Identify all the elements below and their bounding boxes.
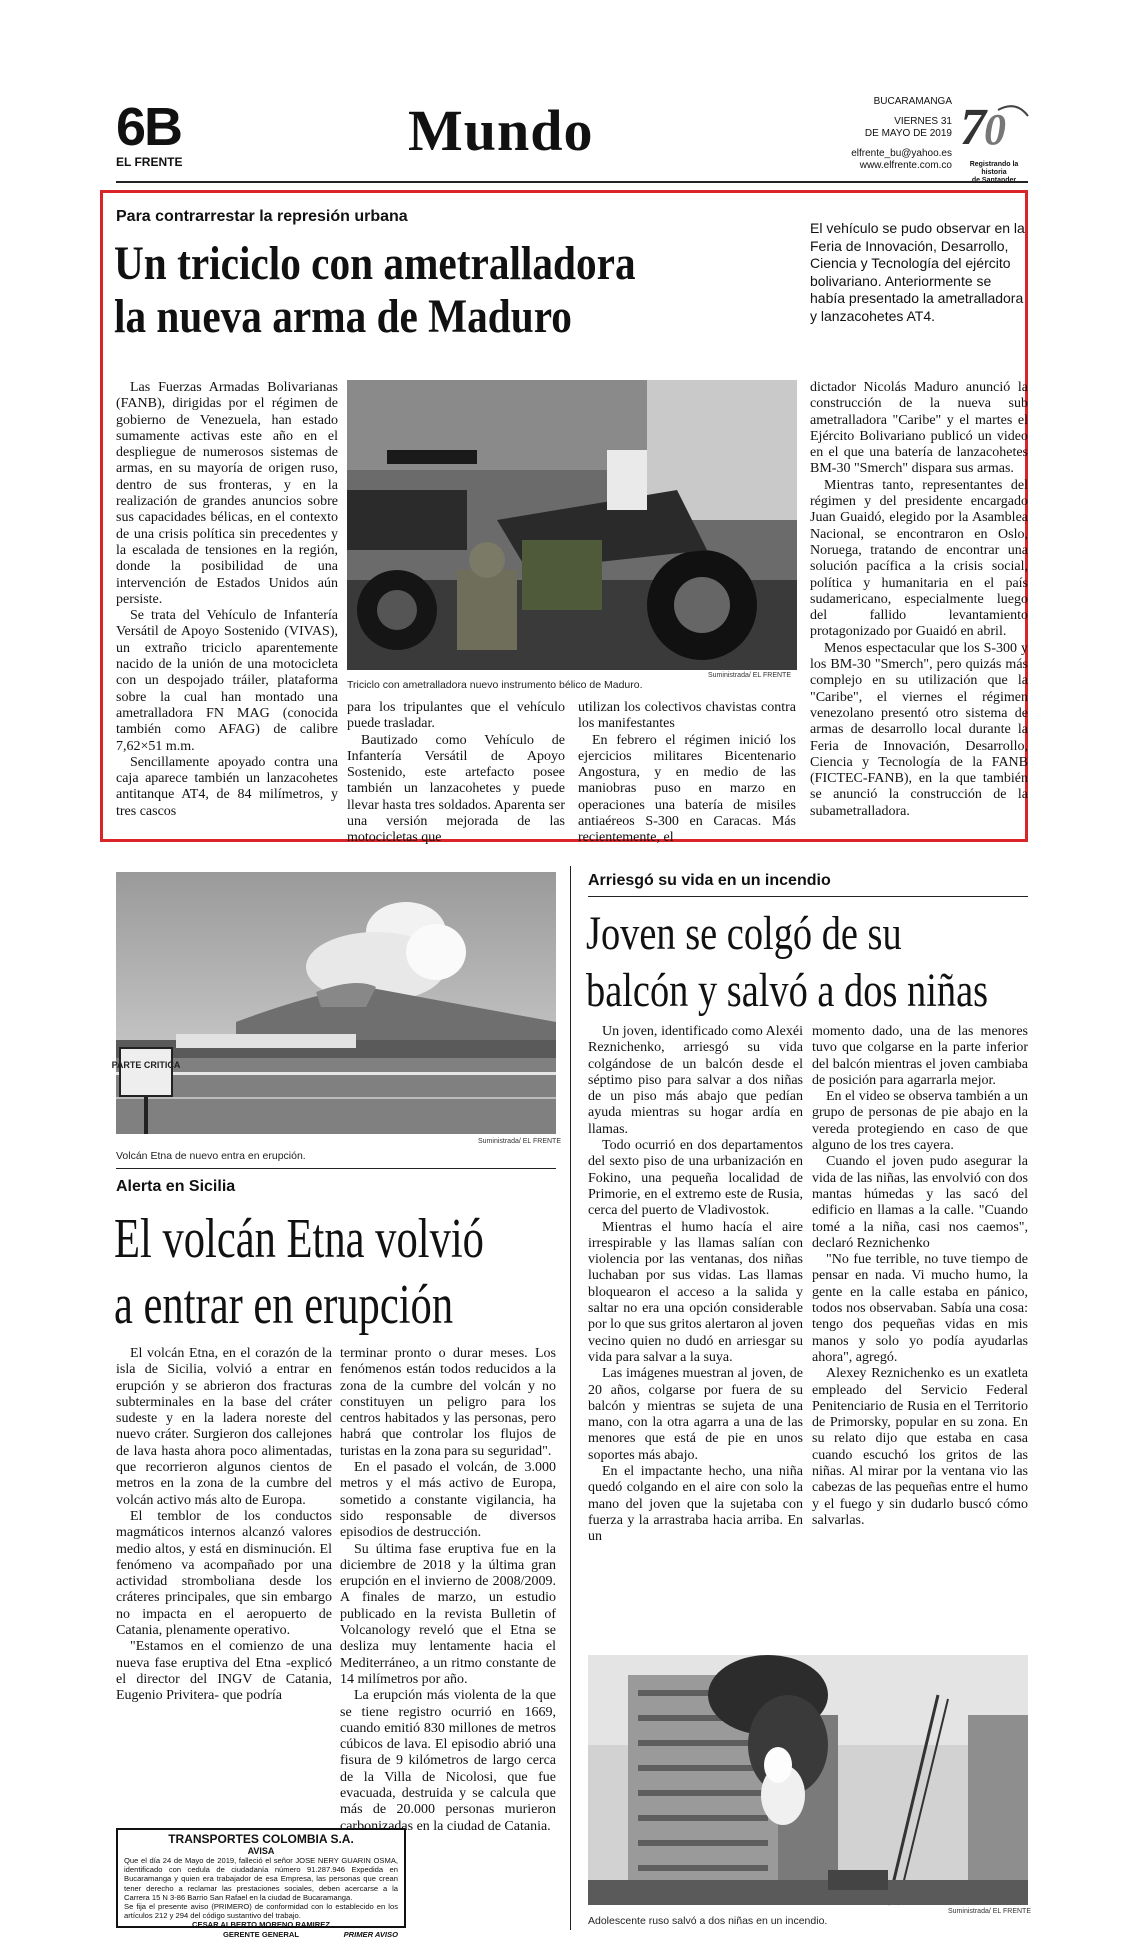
seventy-years-logo-icon xyxy=(958,96,1030,156)
paragraph: En febrero el régimen inició los ejercicios militares Bicentenario Angostura, y en medio de las maniobras puso en marzo en operaciones una batería de misiles antiaéreos S-300 en Caracas. Más recientemente, el xyxy=(578,732,796,846)
paragraph: Las imágenes muestran al joven, de 20 años, colgarse por fuera de su balcón y mientras se sujeta de una mano, con la otra agarra a una de las menores que está de pie en unos soportes más abajo. xyxy=(588,1366,803,1463)
notice-subtitle: AVISA xyxy=(247,1846,275,1856)
story3-column-1 xyxy=(588,1024,803,1546)
legal-notice xyxy=(116,1828,406,1939)
photo-caption: Triciclo con ametralladora nuevo instrumento bélico de Maduro. xyxy=(347,679,643,691)
paragraph: En el pasado el volcán, de 3.000 metros y el más activo de Europa, sometido a constante vigilancia, ha sido responsable de diversos episodios de destrucción. xyxy=(340,1460,556,1541)
logo-tagline: Registrando la historia xyxy=(969,161,1019,176)
section-rule xyxy=(588,896,1028,897)
paragraph: Alexey Reznichenko es un exatleta empleado del Servicio Federal Penitenciario de Rusia en el Territorio de Primorsky, popular en su zona. En su relato dijo que estaba en casa cuando escuchó los gritos de las niñas. Al mirar por la ventana vio las cabezas de las pequeñas entre el humo y el fuego y sin dudarlo buscó cómo salvarlas. xyxy=(812,1366,1028,1528)
paragraph: En el impactante hecho, una niña quedó colgando en el aire con solo la mano del joven que la sujetaba con fuerza y la arrastraba hacia arriba. En un xyxy=(588,1464,803,1545)
paragraph: utilizan los colectivos chavistas contra los manifestantes xyxy=(578,700,796,732)
paragraph: Las Fuerzas Armadas Bolivarianas (FANB), dirigidas por el régimen de gobierno de Venezuela, han estado sumamente activas este año en el despliegue de numerosos sistemas de armas, en su mayoría de origen ruso, dentro de sus fronteras, y en la realización de grandes anuncios sobre sus capacidades bélicas, en el contexto de una crisis política sin precedentes y la escalada de tensiones en la región, donde la posibilidad de una intervención de Estados Unidos aún persiste. xyxy=(116,380,338,607)
paragraph: El temblor de los conductos magmáticos internos alcanzó valores medio altos, y está en disminución. El fenómeno va acompañado por una actividad stromboliana desde los cráteres principales, que sin embargo no impacta en el aeropuerto de Catania, plenamente operativo. xyxy=(116,1508,332,1639)
section-title: Mundo xyxy=(408,98,594,163)
notice-signer: CESAR ALBERTO MORENO RAMIREZ xyxy=(192,1920,330,1930)
photo-caption: Volcán Etna de nuevo entra en erupción. xyxy=(116,1150,306,1162)
paragraph: "Estamos en el comienzo de una nueva fase eruptiva del Etna -explicó el director del INGV de Catania, Eugenio Privitera- que podría xyxy=(116,1639,332,1704)
photo-caption: Adolescente ruso salvó a dos niñas en un incendio. xyxy=(588,1915,828,1927)
paragraph: terminar pronto o durar meses. Los fenómenos están todos reducidos a la zona de la cumbre del volcán y no constituyen un peligro para los centros habitados y las personas, pero habrá que controlar los flujos de turistas en la zona para su seguridad". xyxy=(340,1346,556,1459)
photo-credit: Suministrada/ EL FRENTE xyxy=(948,1908,1031,1915)
paragraph: para los tripulantes que el vehículo puede trasladar. xyxy=(347,700,565,732)
story1-column-2 xyxy=(347,700,565,847)
story2-column-1 xyxy=(116,1346,332,1705)
story1-photo xyxy=(347,380,797,670)
photo-credit: Suministrada/ EL FRENTE xyxy=(708,672,791,679)
notice-signer-title: GERENTE GENERAL xyxy=(223,1929,299,1939)
story2-photo xyxy=(111,872,556,1134)
page-number: 6B xyxy=(116,97,182,157)
email: elfrente_bu@yahoo.es xyxy=(851,148,952,159)
paragraph: Se trata del Vehículo de Infantería Versátil de Apoyo Sostenido (VIVAS), un extraño triciclo aparentemente nacido de la unión de una motocicleta con un despojado tráiler, plataforma sobre la cual han montado una ametralladora FN MAG (conocida también como AFAG) de calibre 7,62×51 m.m. xyxy=(116,608,338,754)
paragraph: Mientras tanto, representantes del régimen y del presidente encargado Juan Guaidó, elegido por la Asamblea Nacional, se encontraron en Oslo, Noruega, tratando de encontrar una solución pacífica a la crisis social, política y humanitaria en el país sudamericano, especialmente luego del fallido levantamiento protagonizado por Guaidó en abril. xyxy=(810,477,1028,640)
paragraph: La erupción más violenta de la que se tiene registro ocurrió en 1669, cuando emitió 830 millones de metros cúbicos de lava. El episodio abrió una fisura de 9 kilómetros de largo cerca de la Villa de Nicolosi, que fue evacuada, destruida y se calcula que más de 20.000 personas murieron carbonizadas en la ciudad de Catania. xyxy=(340,1688,556,1834)
story1-column-4 xyxy=(810,380,1028,820)
notice-title: TRANSPORTES COLOMBIA S.A. xyxy=(168,1832,354,1846)
tricycle-photo-icon xyxy=(347,380,797,670)
date-line: VIERNES 31 xyxy=(894,116,952,127)
section-rule xyxy=(116,1168,556,1169)
masthead-rule xyxy=(116,181,1028,183)
story3-headline xyxy=(586,906,988,1019)
volcano-photo-icon xyxy=(111,872,556,1134)
svg-text:7: 7 xyxy=(960,99,986,156)
story3-photo xyxy=(588,1655,1028,1905)
city: BUCARAMANGA xyxy=(873,96,952,107)
story1-headline xyxy=(114,238,636,344)
photo-credit: Suministrada/ EL FRENTE xyxy=(478,1138,561,1145)
sign-text: PARTE CRITICA xyxy=(111,1060,181,1070)
paragraph: Bautizado como Vehículo de Infantería Versátil de Apoyo Sostenido, este artefacto posee también un lanzacohetes y puede llevar hasta tres soldados. Aparenta ser una versión mejorada de las motocicletas que xyxy=(347,732,565,846)
paragraph: Un joven, identificado como Alexéi Reznichenko, arriesgó su vida colgándose de un balcón desde el séptimo piso para salvar a dos niñas de un piso más abajo que pedían ayuda mientras su hogar ardía en llamas. xyxy=(588,1024,803,1137)
story1-column-1 xyxy=(116,380,338,820)
story3-column-2 xyxy=(812,1024,1028,1529)
notice-body: Se fija el presente aviso (PRIMERO) de conformidad con lo establecido en los artículos 212 y 294 del código sustantivo del trabajo. xyxy=(124,1902,398,1921)
headline-line: la nueva arma de Maduro xyxy=(114,289,572,343)
notice-body: Que el día 24 de Mayo de 2019, falleció el señor JOSE NERY GUARIN OSMA, identificado con cedula de ciudadanía número 91.287.946 Expedida en Bucaramanga y quien era trabajador de esa Empresa, las personas que crean tener derecho a reclamar las prestaciones sociales, deben acercarse a la Carrera 15 N 3-86 Barrio San Rafael en la ciudad de Bucaramanga. xyxy=(124,1856,398,1902)
story2-kicker: Alerta en Sicilia xyxy=(116,1178,236,1195)
paragraph: Su última fase eruptiva fue en la diciembre de 2018 y la última gran erupción en el invierno de 2008/2009. A finales de marzo, un estudio publicado en la revista Bulletin of Volcanology reveló que el Etna se desliza muy lentamente hacia el Mediterráneo, a un ritmo constante de 14 milímetros por año. xyxy=(340,1541,556,1687)
building-fire-photo-icon xyxy=(588,1655,1028,1905)
masthead-info xyxy=(840,96,952,172)
paragraph: Cuando el joven pudo asegurar la vida de las niñas, las envolvió con dos mantas húmedas y las sacó del edificio en llamas a la calle. "Cuando tomé a la niña, casi nos caemos", declaró Reznichenko xyxy=(812,1154,1028,1251)
story2-headline xyxy=(114,1206,484,1338)
headline-line: balcón y salvó a dos niñas xyxy=(586,963,989,1017)
paragraph: En el video se observa también a un grupo de personas de pie abajo en la vereda protegiendo en caso de que alguno de los tres cayera. xyxy=(812,1089,1028,1154)
column-rule xyxy=(570,866,571,1930)
story2-column-2 xyxy=(340,1346,556,1835)
paragraph: momento dado, una de las menores tuvo que colgarse en la parte inferior del balcón mientras el joven cambiaba de posición para agarrarla mejor. xyxy=(812,1024,1028,1088)
headline-line: Un triciclo con ametralladora xyxy=(114,237,636,290)
anniversary-logo xyxy=(958,96,1030,176)
paragraph: "No fue terrible, no tuve tiempo de pensar en nada. Vi mucho humo, la gente en la calle estaba en pánico, todos nos observaban. Sabía una cosa: tengo dos pequeñas vidas en mis manos y solo yo podía ayudarlas ahora", agregó. xyxy=(812,1252,1028,1365)
notice-number: PRIMER AVISO xyxy=(343,1929,398,1939)
story1-deck: El vehículo se pudo observar en la Feria de Innovación, Desarrollo, Ciencia y Tecnología del ejército bolivariano. Anteriormente se había presentado la ametralladora y lanzacohetes AT4. xyxy=(810,220,1025,324)
paper-name: EL FRENTE xyxy=(116,155,183,169)
paragraph: dictador Nicolás Maduro anunció la construcción de la nueva sub ametralladora "Caribe" y el martes el Ejército Bolivariano publicó un video en el que una batería de lanzacohetes BM-30 "Smerch" dispara sus armas. xyxy=(810,380,1028,477)
paragraph: Menos espectacular que los S-300 y los BM-30 "Smerch", pero quizás más complejo en su utilización que la "Caribe", el viernes el régimen venezolano presentó otro sistema de armas de desarrollo local durante la Feria de Innovación, Desarrollo, Ciencia y Tecnología de la FANB (FICTEC-FANB), en la que también se anunció la construcción de la subametralladora. xyxy=(810,640,1028,819)
paragraph: Mientras el humo hacía el aire irrespirable y las llamas salían con violencia por las ventanas, dos niñas luchaban por sus vidas. Las llamas bloquearon el acceso a la salida y saltar no era una opción considerable por lo que sus gritos alertaron al joven vecino quien no dudó en arriesgar su vida para salvar a la suya. xyxy=(588,1219,804,1365)
headline-line: El volcán Etna volvió xyxy=(114,1208,484,1270)
story1-kicker: Para contrarrestar la represión urbana xyxy=(116,208,408,225)
paragraph: El volcán Etna, en el corazón de la isla de Sicilia, volvió a entrar en erupción y se abrieron dos fracturas subterminales en la base del cráter sudeste y en la ladera noreste del nuevo cráter. Surgieron dos callejones de lava hasta ahora poco alimentadas, que recorrieron algunos cientos de metros en la zona de la cumbre del volcán activo más alto de Europa. xyxy=(116,1346,332,1508)
date-line: DE MAYO DE 2019 xyxy=(864,128,952,139)
headline-line: Joven se colgó de su xyxy=(586,907,902,960)
paragraph: Sencillamente apoyado contra una caja aparece también un lanzacohetes antitanque AT4, de 84 milímetros, y tres cascos xyxy=(116,754,338,819)
svg-text:0: 0 xyxy=(984,105,1006,154)
website: www.elfrente.com.co xyxy=(859,160,952,171)
paragraph: Todo ocurrió en dos departamentos del sexto piso de una urbanización en Fokino, una pequeña localidad de Primorie, en el extremo este de Rusia, cerca del puerto de Vladivostok. xyxy=(588,1138,803,1219)
story3-kicker: Arriesgó su vida en un incendio xyxy=(588,872,831,889)
headline-line: a entrar en erupción xyxy=(114,1274,454,1337)
story1-column-3 xyxy=(578,700,796,847)
